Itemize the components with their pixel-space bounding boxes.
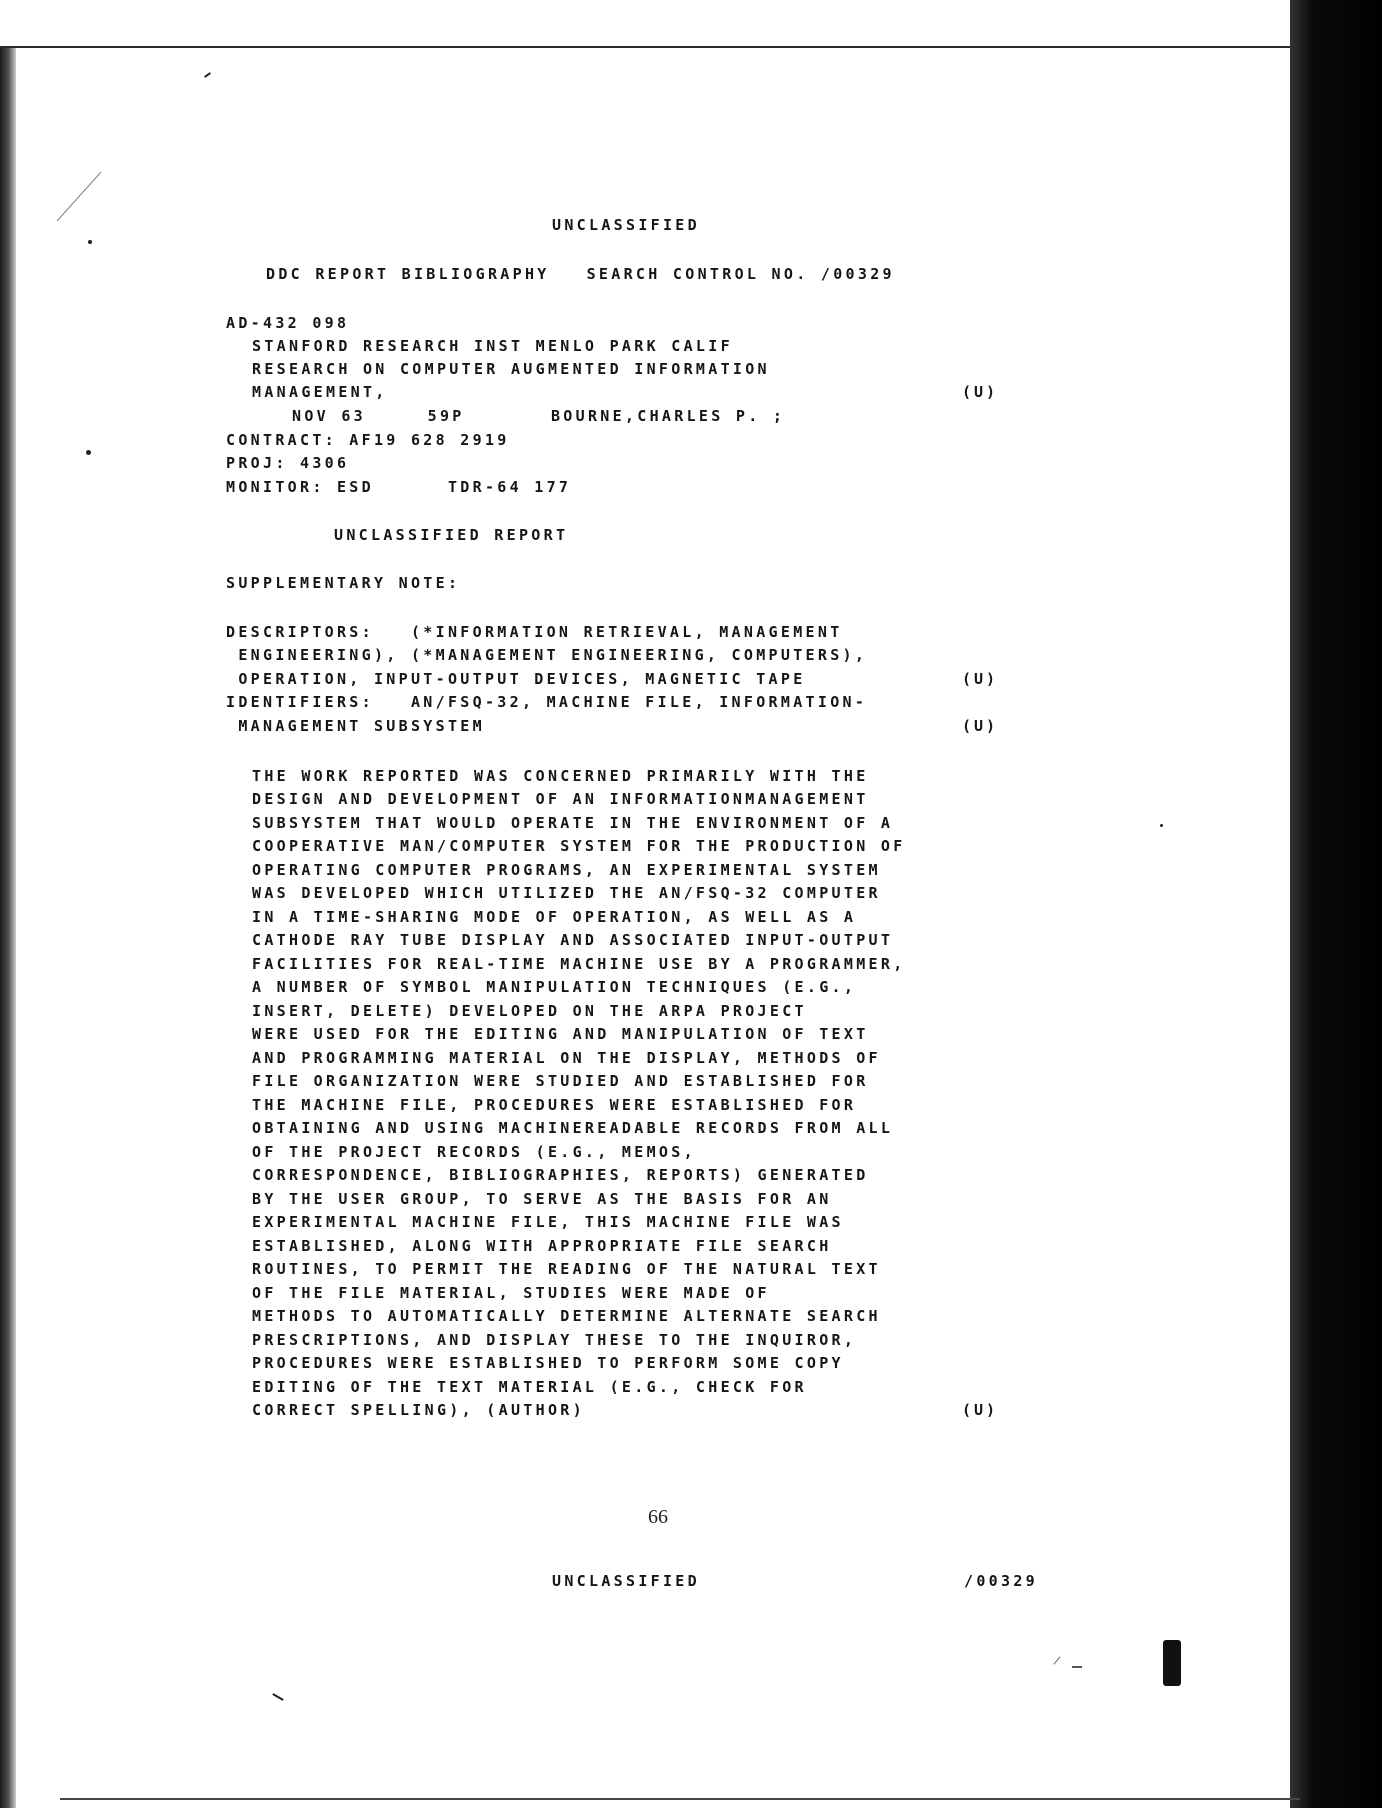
descriptors-classification-marking: (U) (962, 670, 999, 688)
classification-header: UNCLASSIFIED (552, 216, 700, 234)
abstract-line: CATHODE RAY TUBE DISPLAY AND ASSOCIATED INPUT-OUTPUT (252, 931, 894, 949)
ad-number: AD-432 098 (226, 314, 350, 332)
abstract-line: DESIGN AND DEVELOPMENT OF AN INFORMATIONMANAGEMENT (252, 790, 869, 808)
classification-footer: UNCLASSIFIED (552, 1572, 700, 1590)
abstract-line: COOPERATIVE MAN/COMPUTER SYSTEM FOR THE PRODUCTION OF (252, 837, 906, 855)
abstract-line: WAS DEVELOPED WHICH UTILIZED THE AN/FSQ-32 COMPUTER (252, 884, 881, 902)
abstract-classification-marking: (U) (962, 1401, 999, 1419)
abstract-line: AND PROGRAMMING MATERIAL ON THE DISPLAY, METHODS OF (252, 1049, 881, 1067)
scan-speck (86, 450, 91, 455)
descriptors-line: DESCRIPTORS: (*INFORMATION RETRIEVAL, MANAGEMENT (226, 623, 843, 641)
abstract-line: OBTAINING AND USING MACHINEREADABLE RECORDS FROM ALL (252, 1119, 894, 1137)
abstract-line: OPERATING COMPUTER PROGRAMS, AN EXPERIMENTAL SYSTEM (252, 861, 881, 879)
scan-bottom-edge (60, 1798, 1300, 1800)
scan-binding-mark (1163, 1640, 1181, 1686)
descriptors-line: ENGINEERING), (*MANAGEMENT ENGINEERING, COMPUTERS), (226, 646, 868, 664)
report-title-line-1: RESEARCH ON COMPUTER AUGMENTED INFORMATION (252, 360, 770, 378)
monitor: MONITOR: ESD TDR-64 177 (226, 478, 572, 496)
identifiers-line: IDENTIFIERS: AN/FSQ-32, MACHINE FILE, INFORMATION- (226, 693, 868, 711)
abstract-line: OF THE PROJECT RECORDS (E.G., MEMOS, (252, 1143, 696, 1161)
abstract-line: INSERT, DELETE) DEVELOPED ON THE ARPA PROJECT (252, 1002, 807, 1020)
abstract-line: PRESCRIPTIONS, AND DISPLAY THESE TO THE INQUIROR, (252, 1331, 857, 1349)
abstract-line: WERE USED FOR THE EDITING AND MANIPULATION OF TEXT (252, 1025, 869, 1043)
abstract-line: SUBSYSTEM THAT WOULD OPERATE IN THE ENVIRONMENT OF A (252, 814, 894, 832)
abstract-line: THE WORK REPORTED WAS CONCERNED PRIMARILY WITH THE (252, 767, 869, 785)
abstract-line: IN A TIME-SHARING MODE OF OPERATION, AS WELL AS A (252, 908, 857, 926)
abstract-line: METHODS TO AUTOMATICALLY DETERMINE ALTERNATE SEARCH (252, 1307, 881, 1325)
date-pages-author: NOV 63 59P BOURNE,CHARLES P. ; (292, 407, 786, 425)
scan-speck (1072, 1666, 1082, 1668)
scan-speck (1160, 824, 1163, 827)
abstract-line: ROUTINES, TO PERMIT THE READING OF THE NATURAL TEXT (252, 1260, 881, 1278)
identifiers-classification-marking: (U) (962, 717, 999, 735)
page-number: 66 (648, 1506, 668, 1528)
abstract-line: THE MACHINE FILE, PROCEDURES WERE ESTABLISHED FOR (252, 1096, 857, 1114)
abstract-line: ESTABLISHED, ALONG WITH APPROPRIATE FILE SEARCH (252, 1237, 832, 1255)
report-classification: UNCLASSIFIED REPORT (334, 526, 569, 544)
title-classification-marking: (U) (962, 383, 999, 401)
identifiers-line: MANAGEMENT SUBSYSTEM (226, 717, 485, 735)
abstract-line: CORRESPONDENCE, BIBLIOGRAPHIES, REPORTS) GENERATED (252, 1166, 869, 1184)
scan-speck (88, 240, 92, 244)
scan-right-border (1290, 0, 1382, 1808)
supplementary-note: SUPPLEMENTARY NOTE: (226, 574, 461, 592)
abstract-line: EDITING OF THE TEXT MATERIAL (E.G., CHECK FOR (252, 1378, 807, 1396)
abstract-line: FILE ORGANIZATION WERE STUDIED AND ESTABLISHED FOR (252, 1072, 869, 1090)
project-number: PROJ: 4306 (226, 454, 350, 472)
abstract-line: OF THE FILE MATERIAL, STUDIES WERE MADE OF (252, 1284, 770, 1302)
report-title: DDC REPORT BIBLIOGRAPHY SEARCH CONTROL NO. /00329 (266, 265, 895, 283)
abstract-line: FACILITIES FOR REAL-TIME MACHINE USE BY A PROGRAMMER, (252, 955, 906, 973)
corporate-author: STANFORD RESEARCH INST MENLO PARK CALIF (252, 337, 733, 355)
contract-number: CONTRACT: AF19 628 2919 (226, 431, 510, 449)
abstract-line: BY THE USER GROUP, TO SERVE AS THE BASIS FOR AN (252, 1190, 832, 1208)
abstract-line: CORRECT SPELLING), (AUTHOR) (252, 1401, 585, 1419)
report-title-line-2: MANAGEMENT, (252, 383, 388, 401)
search-control-footer: /00329 (964, 1572, 1038, 1590)
descriptors-line: OPERATION, INPUT-OUTPUT DEVICES, MAGNETIC TAPE (226, 670, 806, 688)
abstract-line: A NUMBER OF SYMBOL MANIPULATION TECHNIQUES (E.G., (252, 978, 857, 996)
scan-left-border (0, 48, 16, 1808)
abstract-line: PROCEDURES WERE ESTABLISHED TO PERFORM SOME COPY (252, 1354, 844, 1372)
abstract-line: EXPERIMENTAL MACHINE FILE, THIS MACHINE FILE WAS (252, 1213, 844, 1231)
